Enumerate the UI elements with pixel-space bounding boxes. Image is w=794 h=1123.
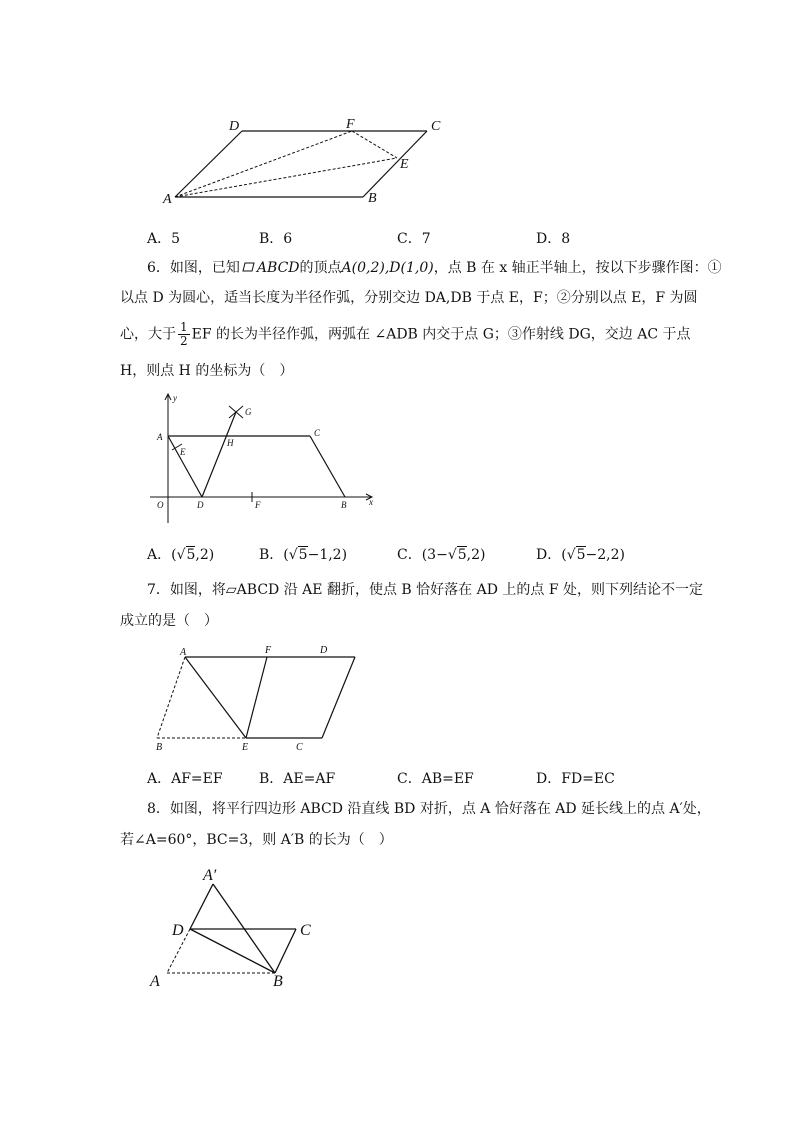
sqrt-sign-icon: √	[288, 547, 298, 563]
q6-label-O: O	[157, 500, 164, 510]
q7-option-d: D．FD=EC	[536, 771, 615, 787]
q6-line3-rest: EF 的长为半径作弧，两弧在 ∠ADB 内交于点 G；③作射线 DG，交边 AC 于点	[191, 326, 691, 343]
q6-frac-num: 1	[180, 320, 188, 334]
q6-line-4: H，则点 H 的坐标为（ ）	[120, 363, 294, 379]
q6-c-pre: C．(3−	[397, 547, 448, 563]
q7-label-A: A	[180, 647, 187, 658]
q8-label-A: A	[150, 973, 160, 990]
q6-label-G: G	[245, 407, 252, 417]
q8-line-1: 8．如图，将平行四边形 ABCD 沿直线 BD 对折，点 A 恰好落在 AD 延长线上的点 A′处，	[147, 801, 711, 817]
q5-label-C: C	[431, 119, 441, 134]
q5-option-c: C．7	[397, 231, 431, 247]
q6-abcd: ABCD	[256, 260, 300, 276]
q6-d-post: −2,2)	[585, 547, 625, 563]
q5-label-E: E	[400, 157, 409, 172]
sqrt-sign-icon: √	[566, 547, 576, 563]
q6-label-H: H	[227, 438, 234, 448]
q8-label-B: B	[273, 973, 283, 990]
q6-d-radicand: 5	[576, 547, 586, 563]
q6-frac-den: 2	[180, 334, 188, 348]
q6-number: 6．如图，已知	[147, 260, 240, 276]
q7-option-c: C．AB=EF	[397, 771, 474, 787]
q8-shape	[190, 884, 296, 973]
q6-b-radicand: 5	[298, 547, 308, 563]
q7-option-b: B．AE=AF	[259, 771, 336, 787]
q7-label-D: D	[320, 645, 328, 656]
q5-option-a: A．5	[147, 231, 181, 247]
q6-label-y: y	[173, 393, 177, 403]
q6-label-A: A	[157, 432, 163, 442]
q7-option-a: A．AF=EF	[147, 771, 223, 787]
q5-label-D: D	[229, 119, 240, 134]
q6-line-2: 以点 D 为圆心，适当长度为半径作弧，分别交边 DA,DB 于点 E，F；②分别以点 E，F 为圆	[120, 290, 698, 306]
sqrt-sign-icon: √	[176, 547, 186, 563]
q6-vertex-text: 的顶点	[299, 260, 342, 276]
q6-c-post: ,2)	[466, 547, 486, 563]
q6-label-E: E	[180, 447, 186, 457]
q8-label-A-prime: A′	[203, 867, 217, 884]
q6-a-pre: A．(	[147, 547, 177, 563]
q5-option-d: D．8	[536, 231, 571, 247]
q7-line-2: 成立的是（ ）	[120, 613, 218, 629]
q6-label-x: x	[369, 497, 373, 507]
q6-label-B: B	[341, 500, 347, 510]
q5-label-F: F	[346, 117, 355, 132]
q6-label-F: F	[255, 500, 261, 510]
q7-label-B: B	[156, 742, 163, 753]
q6-a-post: ,2)	[195, 547, 215, 563]
q6-line1-rest: ，点 B 在 x 轴正半轴上，按以下步骤作图：①	[433, 260, 722, 276]
q6-b-post: −1,2)	[307, 547, 348, 563]
q5-label-A: A	[163, 192, 172, 207]
q6-label-C: C	[314, 428, 321, 438]
q7-label-F: F	[265, 645, 272, 656]
q7-line-1: 7．如图，将▱ABCD 沿 AE 翻折，使点 B 恰好落在 AD 上的点 F 处，则下列结论不一定	[147, 582, 703, 598]
q6-coordinates: A(0,2),D(1,0)	[341, 260, 434, 276]
q7-label-E: E	[242, 742, 249, 753]
sqrt-sign-icon: √	[447, 547, 457, 563]
q6-d-pre: D．(	[536, 547, 567, 563]
q7-label-C: C	[296, 742, 303, 753]
q6-line3-start: 心，大于	[120, 326, 176, 343]
q8-line-2: 若∠A=60°，BC=3，则 A′B 的长为（ ）	[120, 832, 393, 848]
q6-c-radicand: 5	[457, 547, 467, 563]
q6-label-D: D	[197, 500, 204, 510]
q5-option-b: B．6	[259, 231, 293, 247]
q8-label-D: D	[172, 922, 184, 939]
q5-label-B: B	[368, 191, 377, 206]
q8-label-C: C	[300, 922, 311, 939]
q6-b-pre: B．(	[259, 547, 289, 563]
q6-a-radicand: 5	[186, 547, 196, 563]
